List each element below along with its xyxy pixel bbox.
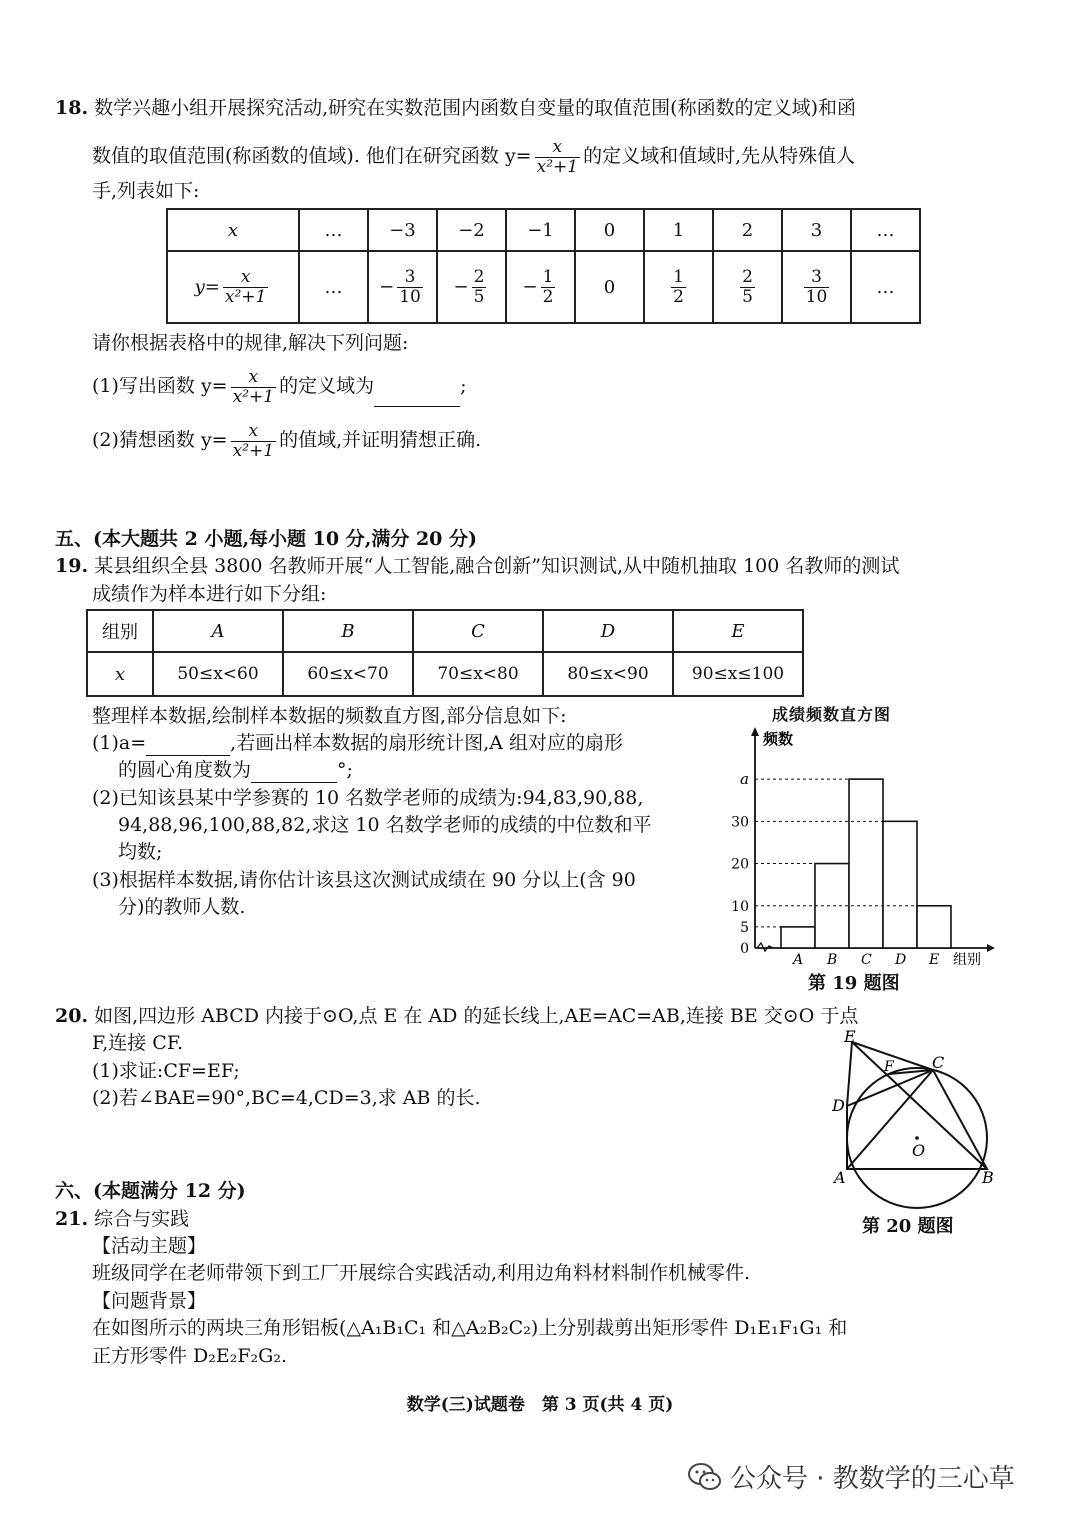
q18-text-1: 数学兴趣小组开展探究活动,研究在实数范围内函数自变量的取值范围(称函数的定义域)和函 (94, 97, 856, 119)
cell-fraction (397, 268, 423, 307)
minus-sign: − (453, 276, 469, 297)
q19-line2: 成绩作为样本进行如下分组: (92, 583, 327, 605)
q18-text-2a: 数值的取值范围(称函数的值域). 他们在研究函数 y= (92, 145, 532, 167)
segment-de (847, 1042, 852, 1106)
q18-line1 (55, 95, 856, 121)
page-footer: 数学(三)试题卷 第 3 页(共 4 页) (406, 1395, 674, 1415)
q19-group-cell: B (283, 610, 413, 652)
minus-sign: − (522, 276, 538, 297)
q20-circle-figure (832, 1028, 1002, 1218)
frac-numerator: x (552, 136, 563, 157)
y-tick-label: 30 (731, 814, 749, 831)
histogram-bar (849, 779, 883, 948)
q19-text-1: 某县组织全县 3800 名教师开展“人工智能,融合创新”知识测试,从中随机抽取 100 名教师的测试 (94, 555, 900, 577)
y-tick-label: 0 (740, 941, 749, 957)
q19-number: 19. (55, 555, 89, 577)
q19-group-cell: E (673, 610, 803, 652)
label-a: A (834, 1168, 846, 1187)
frequency-histogram (725, 722, 1000, 972)
x-tick-label: D (895, 952, 907, 968)
frac-denominator: x²+1 (232, 386, 275, 407)
frac-denominator: 2 (542, 286, 554, 307)
q18-p1-text-b: 的定义域为 (279, 375, 375, 397)
q19-part1-line1 (92, 730, 623, 756)
q18-y-cell (644, 251, 713, 323)
q18-p1-text: (1)写出函数 y= (92, 375, 228, 397)
cell-fraction (804, 268, 830, 307)
q19-range-cell: 50≤x<60 (153, 652, 283, 696)
q20-line1 (55, 1003, 858, 1029)
q19-table-group-head: 组别 (87, 610, 153, 652)
frac-denominator: 10 (805, 286, 828, 307)
q19-group-table (86, 609, 804, 697)
q19-part2-line1: (2)已知该县某中学参赛的 10 名数学老师的成绩为:94,83,90,88, (92, 787, 644, 809)
q18-x-cell: −1 (506, 209, 575, 251)
q19-line1 (55, 553, 899, 579)
q18-y-cell (437, 251, 506, 323)
q21-heading-activity: 【活动主题】 (92, 1235, 207, 1257)
label-f: F (884, 1059, 894, 1075)
q18-y-cell: 0 (575, 251, 644, 323)
watermark-text: 公众号 · 教数学的三心草 (730, 1464, 1015, 1494)
q19-range-cell: 70≤x<80 (413, 652, 543, 696)
q18-line3: 手,列表如下: (92, 180, 200, 202)
q18-x-cell: 1 (644, 209, 713, 251)
q20-part1: (1)求证:CF=EF; (92, 1060, 240, 1082)
q18-p1-end: ; (460, 375, 467, 397)
minus-sign: − (379, 276, 395, 297)
q20-number: 20. (55, 1005, 89, 1027)
x-axis-arrow (987, 944, 995, 952)
q21-title-line (55, 1206, 189, 1232)
q20-text-1: 如图,四边形 ABCD 内接于⊙O,点 E 在 AD 的延长线上,AE=AC=AB,连接 BE 交⊙O 于点 (94, 1005, 859, 1027)
histogram-bar (917, 906, 951, 948)
q21-background-line2: 正方形零件 D₂E₂F₂G₂. (92, 1345, 288, 1367)
q19-p1-d: °; (337, 759, 353, 781)
q18-x-cell: 3 (782, 209, 851, 251)
frac-numerator: 2 (473, 266, 485, 287)
histogram-title: 成绩频数直方图 (772, 705, 892, 724)
q18-x-cell: −3 (368, 209, 437, 251)
y-axis-arrow (751, 727, 759, 736)
frac-numerator: 2 (742, 266, 753, 287)
q19-part2-line3: 均数; (118, 841, 163, 863)
q18-p2-text-b: 的值域,并证明猜想正确. (279, 429, 482, 451)
q18-x-cell: 0 (575, 209, 644, 251)
q19-part1-line2 (118, 757, 353, 783)
frac-denominator: 5 (473, 286, 485, 307)
q19-part3-line1: (3)根据样本数据,请你估计该县这次测试成绩在 90 分以上(含 90 (92, 869, 636, 891)
q19-p1-b: ,若画出样本数据的扇形统计图,A 组对应的扇形 (230, 732, 624, 754)
q19-part3-line2: 分)的教师人数. (118, 896, 246, 918)
q18-y-cell (506, 251, 575, 323)
q19-intro: 整理样本数据,绘制样本数据的频数直方图,部分信息如下: (92, 705, 567, 727)
q18-table-y-head (167, 251, 299, 323)
q18-y-cell (782, 251, 851, 323)
frac-denominator: 10 (399, 286, 421, 307)
answer-blank[interactable] (374, 384, 460, 407)
frac-denominator: x²+1 (232, 440, 275, 461)
histogram-bar (781, 927, 815, 948)
frac-denominator: x²+1 (224, 286, 267, 307)
q21-title: 综合与实践 (94, 1208, 190, 1230)
q20-line2: F,连接 CF. (92, 1032, 184, 1054)
x-tick-label: A (793, 952, 804, 968)
q18-y-cell (713, 251, 782, 323)
q20-figure-caption: 第 20 题图 (862, 1216, 954, 1237)
q20-part2: (2)若∠BAE=90°,BC=4,CD=3,求 AB 的长. (92, 1087, 481, 1109)
label-d: D (832, 1096, 845, 1115)
q18-x-cell: 2 (713, 209, 782, 251)
q18-table-x-head: x (167, 209, 299, 251)
axis-break (757, 943, 773, 951)
q19-part2-line2: 94,88,96,100,88,82,求这 10 名数学老师的成绩的中位数和平 (118, 814, 652, 836)
label-o: O (912, 1141, 926, 1160)
frac-numerator: x (248, 420, 259, 441)
q18-number: 18. (55, 97, 89, 119)
q19-figure-caption: 第 19 题图 (808, 973, 900, 994)
y-tick-label: 5 (740, 919, 749, 936)
q18-x-cell: … (851, 209, 920, 251)
q18-x-cell: … (299, 209, 368, 251)
q18-prompt: 请你根据表格中的规律,解决下列问题: (92, 332, 409, 354)
q18-y-cell: … (299, 251, 368, 323)
histogram-bar (815, 864, 849, 948)
cell-fraction (671, 268, 686, 307)
q19-p1-a: (1)a= (92, 732, 147, 754)
q21-number: 21. (55, 1208, 89, 1230)
y-tick-label: 20 (731, 856, 749, 873)
q18-text-2b: 的定义域和值域时,先从特殊值人 (583, 145, 856, 167)
label-e: E (844, 1028, 856, 1046)
q19-group-cell: C (413, 610, 543, 652)
y-tick-label-a: a (740, 770, 749, 789)
y-equals: y= (194, 276, 220, 297)
x-tick-label: B (827, 952, 838, 968)
q18-line2 (92, 136, 855, 177)
q21-heading-background: 【问题背景】 (92, 1290, 207, 1312)
label-b: B (982, 1168, 994, 1187)
answer-blank-a[interactable] (146, 733, 230, 756)
q18-x-cell: −2 (437, 209, 506, 251)
label-c: C (932, 1053, 945, 1072)
q19-p1-c: 的圆心角度数为 (118, 759, 252, 781)
q18-y-cell (368, 251, 437, 323)
q18-y-cell: … (851, 251, 920, 323)
frac-numerator: 3 (404, 266, 416, 287)
frac-numerator: x (240, 266, 251, 287)
frac-numerator: 1 (542, 266, 554, 287)
cell-fraction (472, 268, 487, 307)
watermark (688, 1458, 1015, 1495)
answer-blank-angle[interactable] (251, 760, 337, 783)
q19-range-cell: 90≤x≤100 (673, 652, 803, 696)
section-6-heading: 六、(本题满分 12 分) (55, 1180, 246, 1202)
q18-table (166, 208, 921, 324)
q19-table-x-head: x (87, 652, 153, 696)
center-dot (915, 1136, 919, 1140)
frac-denominator: 2 (673, 286, 684, 307)
x-axis-label: 组别 (953, 952, 981, 968)
histogram-bar (883, 821, 917, 948)
q18-part2 (92, 420, 481, 461)
q19-range-cell: 60≤x<70 (283, 652, 413, 696)
frac-numerator: x (248, 366, 259, 387)
x-tick-label: E (929, 952, 940, 968)
q18-part1 (92, 366, 467, 407)
q19-group-cell: D (543, 610, 673, 652)
y-tick-label: 10 (731, 898, 749, 915)
q21-activity-text: 班级同学在老师带领下到工厂开展综合实践活动,利用边角料材料制作机械零件. (92, 1262, 751, 1284)
x-tick-label: C (861, 952, 872, 968)
cell-fraction (541, 268, 556, 307)
frac-numerator: 1 (673, 266, 684, 287)
frac-denominator: x²+1 (536, 156, 579, 177)
section-5-heading: 五、(本大题共 2 小题,每小题 10 分,满分 20 分) (55, 528, 477, 550)
q18-p2-text: (2)猜想函数 y= (92, 429, 228, 451)
q18-fraction (535, 138, 580, 177)
wechat-icon (688, 1462, 722, 1492)
frac-numerator: 3 (811, 266, 822, 287)
frac-denominator: 5 (742, 286, 753, 307)
q19-range-cell: 80≤x<90 (543, 652, 673, 696)
y-axis-label: 频数 (763, 730, 794, 748)
q19-group-cell: A (153, 610, 283, 652)
cell-fraction (740, 268, 755, 307)
q21-background-line1: 在如图所示的两块三角形铝板(△A₁B₁C₁ 和△A₂B₂C₂)上分别裁剪出矩形零件 D₁E₁F₁G₁ 和 (92, 1317, 848, 1339)
